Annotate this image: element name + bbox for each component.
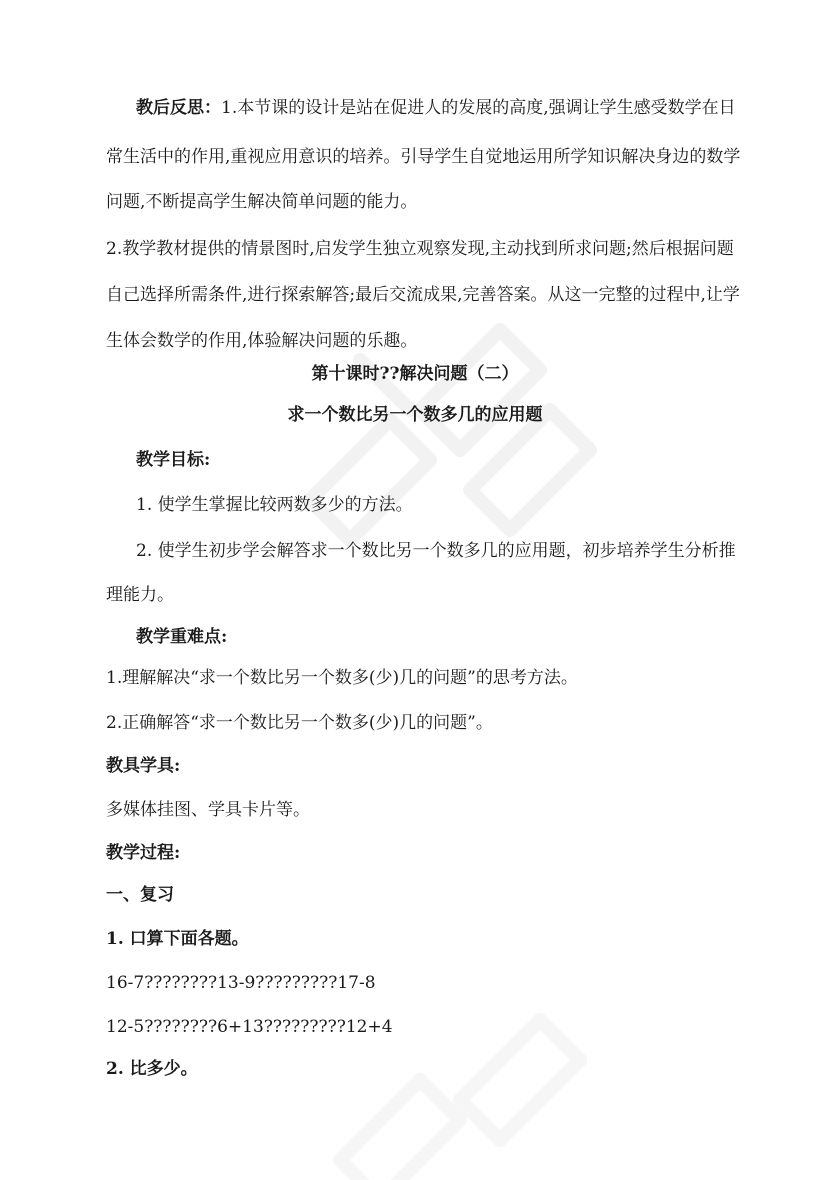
reflection-line-6: 生体会数学的作用,体验解决问题的乐趣。 — [106, 331, 418, 351]
reflection-line-1 — [136, 97, 736, 119]
keypoints-heading: 教学重难点: — [136, 627, 228, 647]
review-item-2: 2. 比多少。 — [106, 1059, 198, 1079]
review-item-1: 1. 口算下面各题。 — [106, 929, 249, 949]
calc-row-1: 16-7????????13-9?????????17-8 — [106, 973, 376, 993]
calc-row-2: 12-5????????6+13?????????12+4 — [106, 1017, 393, 1037]
keypoint-1: 1.理解解决“求一个数比另一个数多(少)几的问题”的思考方法。 — [106, 668, 578, 688]
objective-2-line-2: 理能力。 — [106, 585, 174, 605]
objective-2-line-1: 2. 使学生初步学会解答求一个数比另一个数多几的应用题，初步培养学生分析推 — [136, 541, 736, 561]
reflection-line-5: 自己选择所需条件,进行探索解答;最后交流成果,完善答案。从这一完整的过程中,让学 — [106, 285, 740, 305]
tools-text: 多媒体挂图、学具卡片等。 — [106, 800, 310, 820]
lesson-title: 第十课时??解决问题（二） — [311, 364, 519, 384]
objectives-heading: 教学目标: — [136, 450, 211, 470]
reflection-text-1: 1.本节课的设计是站在促进人的发展的高度,强调让学生感受数学在日 — [221, 98, 736, 118]
lesson-subtitle: 求一个数比另一个数多几的应用题 — [287, 405, 543, 425]
section-review-heading: 一、复习 — [106, 885, 174, 905]
objective-1: 1. 使学生掌握比较两数多少的方法。 — [136, 495, 413, 515]
watermark-logo-bottom — [300, 980, 660, 1180]
reflection-line-4: 2.教学教材提供的情景图时,启发学生独立观察发现,主动找到所求问题;然后根据问题 — [106, 239, 734, 259]
reflection-label: 教后反思： — [136, 98, 221, 118]
reflection-line-3: 问题,不断提高学生解决简单问题的能力。 — [106, 192, 418, 212]
tools-heading: 教具学具: — [106, 756, 181, 776]
keypoint-2: 2.正确解答“求一个数比另一个数多(少)几的问题”。 — [106, 713, 493, 733]
process-heading: 教学过程: — [106, 843, 181, 863]
reflection-line-2: 常生活中的作用,重视应用意识的培养。引导学生自觉地运用所学知识解决身边的数学 — [106, 147, 741, 167]
